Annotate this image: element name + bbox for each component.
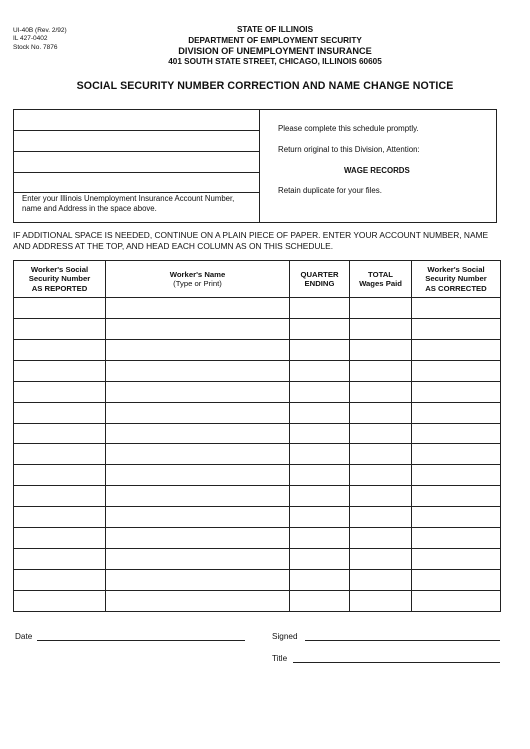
ssn-corrected-cell[interactable]: [412, 444, 501, 465]
total-wages-cell[interactable]: [350, 465, 412, 486]
instruction-retain: Retain duplicate for your files.: [278, 186, 382, 195]
worker-name-cell[interactable]: [106, 339, 290, 360]
quarter-ending-cell[interactable]: [290, 423, 350, 444]
ssn-reported-cell[interactable]: [14, 298, 106, 319]
ssn-corrected-cell[interactable]: [412, 465, 501, 486]
date-label: Date: [15, 632, 33, 641]
total-wages-cell[interactable]: [350, 444, 412, 465]
ssn-reported-cell[interactable]: [14, 339, 106, 360]
stock-number: Stock No. 7876: [13, 43, 58, 51]
address-box-divider: [259, 110, 260, 222]
address-line-4[interactable]: [14, 192, 259, 193]
table-row: [14, 528, 501, 549]
table-row: [14, 298, 501, 319]
form-title: SOCIAL SECURITY NUMBER CORRECTION AND NAME CHANGE NOTICE: [76, 80, 454, 92]
title-field[interactable]: [293, 662, 500, 663]
ssn-corrected-cell[interactable]: [412, 381, 501, 402]
ssn-corrected-cell[interactable]: [412, 507, 501, 528]
worker-name-cell[interactable]: [106, 381, 290, 402]
column-header-total-wages: TOTAL Wages Paid: [350, 261, 412, 298]
worker-name-cell[interactable]: [106, 444, 290, 465]
table-row: [14, 423, 501, 444]
ssn-reported-cell[interactable]: [14, 549, 106, 570]
attention-wage-records: WAGE RECORDS: [344, 166, 410, 175]
table-header-row: [14, 261, 501, 298]
account-instruction: Enter your Illinois Unemployment Insurance Account Number, name and Address in the space above.: [22, 194, 235, 213]
worker-name-cell[interactable]: [106, 590, 290, 611]
column-header-worker-name: Worker's Name (Type or Print): [106, 261, 290, 298]
ssn-corrected-cell[interactable]: [412, 360, 501, 381]
worker-name-cell[interactable]: [106, 360, 290, 381]
worker-name-cell[interactable]: [106, 402, 290, 423]
schedule-table: [13, 260, 501, 612]
header-division: DIVISION OF UNEMPLOYMENT INSURANCE: [178, 46, 372, 56]
quarter-ending-cell[interactable]: [290, 444, 350, 465]
ssn-corrected-cell[interactable]: [412, 402, 501, 423]
ssn-corrected-cell[interactable]: [412, 590, 501, 611]
quarter-ending-cell[interactable]: [290, 569, 350, 590]
signed-label: Signed: [272, 632, 298, 641]
header-state: STATE OF ILLINOIS: [236, 25, 314, 34]
column-header-quarter-ending: QUARTER ENDING: [290, 261, 350, 298]
ssn-reported-cell[interactable]: [14, 486, 106, 507]
ssn-reported-cell[interactable]: [14, 528, 106, 549]
table-row: [14, 444, 501, 465]
table-row: [14, 402, 501, 423]
header-department: DEPARTMENT OF EMPLOYMENT SECURITY: [188, 35, 362, 45]
quarter-ending-cell[interactable]: [290, 465, 350, 486]
quarter-ending-cell[interactable]: [290, 381, 350, 402]
ssn-reported-cell[interactable]: [14, 318, 106, 339]
table-row: [14, 381, 501, 402]
instruction-complete: Please complete this schedule promptly.: [278, 124, 419, 133]
table-row: [14, 318, 501, 339]
worker-name-cell[interactable]: [106, 528, 290, 549]
total-wages-cell[interactable]: [350, 381, 412, 402]
total-wages-cell[interactable]: [350, 549, 412, 570]
quarter-ending-cell[interactable]: [290, 590, 350, 611]
ssn-reported-cell[interactable]: [14, 569, 106, 590]
quarter-ending-cell[interactable]: [290, 507, 350, 528]
instruction-return: Return original to this Division, Attention:: [278, 145, 420, 154]
address-line-3[interactable]: [14, 172, 259, 173]
form-il-code: IL 427-0402: [13, 35, 48, 43]
account-address-box: [13, 109, 497, 223]
quarter-ending-cell[interactable]: [290, 339, 350, 360]
table-row: [14, 590, 501, 611]
total-wages-cell[interactable]: [350, 507, 412, 528]
signature-field[interactable]: [305, 640, 500, 641]
ssn-corrected-cell[interactable]: [412, 549, 501, 570]
title-label: Title: [272, 654, 288, 663]
ssn-reported-cell[interactable]: [14, 590, 106, 611]
ssn-corrected-cell[interactable]: [412, 423, 501, 444]
form-codes: [13, 27, 67, 52]
total-wages-cell[interactable]: [350, 590, 412, 611]
ssn-corrected-cell[interactable]: [412, 569, 501, 590]
ssn-reported-cell[interactable]: [14, 507, 106, 528]
quarter-ending-cell[interactable]: [290, 528, 350, 549]
total-wages-cell[interactable]: [350, 423, 412, 444]
date-field[interactable]: [37, 640, 245, 641]
worker-name-cell[interactable]: [106, 298, 290, 319]
ssn-reported-cell[interactable]: [14, 444, 106, 465]
total-wages-cell[interactable]: [350, 402, 412, 423]
quarter-ending-cell[interactable]: [290, 298, 350, 319]
worker-name-cell[interactable]: [106, 486, 290, 507]
ssn-corrected-cell[interactable]: [412, 486, 501, 507]
worker-name-cell[interactable]: [106, 549, 290, 570]
total-wages-cell[interactable]: [350, 486, 412, 507]
quarter-ending-cell[interactable]: [290, 549, 350, 570]
quarter-ending-cell[interactable]: [290, 402, 350, 423]
ssn-reported-cell[interactable]: [14, 423, 106, 444]
form-number: UI-40B (Rev. 2/92): [13, 27, 67, 34]
total-wages-cell[interactable]: [350, 360, 412, 381]
column-header-ssn-corrected: Worker's Social Security Number AS CORRECTED: [412, 261, 501, 298]
worker-name-cell[interactable]: [106, 569, 290, 590]
total-wages-cell[interactable]: [350, 528, 412, 549]
agency-header: [120, 25, 430, 67]
worker-name-cell[interactable]: [106, 507, 290, 528]
table-row: [14, 465, 501, 486]
ssn-reported-cell[interactable]: [14, 381, 106, 402]
worker-name-cell[interactable]: [106, 465, 290, 486]
ssn-corrected-cell[interactable]: [412, 298, 501, 319]
worker-name-cell[interactable]: [106, 423, 290, 444]
worker-name-cell[interactable]: [106, 318, 290, 339]
quarter-ending-cell[interactable]: [290, 486, 350, 507]
header-address: 401 SOUTH STATE STREET, CHICAGO, ILLINOIS 60605: [168, 56, 382, 66]
address-line-2[interactable]: [14, 151, 259, 152]
table-row: [14, 569, 501, 590]
table-row: [14, 507, 501, 528]
table-row: [14, 549, 501, 570]
ssn-reported-cell[interactable]: [14, 465, 106, 486]
total-wages-cell[interactable]: [350, 569, 412, 590]
total-wages-cell[interactable]: [350, 339, 412, 360]
ssn-corrected-cell[interactable]: [412, 339, 501, 360]
additional-space-notice: IF ADDITIONAL SPACE IS NEEDED, CONTINUE ON A PLAIN PIECE OF PAPER. ENTER YOUR ACCOUNT NUMBER, NAME AND ADDRESS AT THE TOP, AND HEAD EACH COLUMN AS ON THIS SCHEDULE.: [13, 230, 489, 251]
total-wages-cell[interactable]: [350, 298, 412, 319]
total-wages-cell[interactable]: [350, 318, 412, 339]
quarter-ending-cell[interactable]: [290, 318, 350, 339]
quarter-ending-cell[interactable]: [290, 360, 350, 381]
address-line-1[interactable]: [14, 130, 259, 131]
table-row: [14, 360, 501, 381]
ssn-corrected-cell[interactable]: [412, 318, 501, 339]
ssn-reported-cell[interactable]: [14, 402, 106, 423]
ssn-reported-cell[interactable]: [14, 360, 106, 381]
table-row: [14, 339, 501, 360]
ssn-corrected-cell[interactable]: [412, 528, 501, 549]
column-header-ssn-reported: Worker's Social Security Number AS REPORTED: [14, 261, 106, 298]
table-row: [14, 486, 501, 507]
